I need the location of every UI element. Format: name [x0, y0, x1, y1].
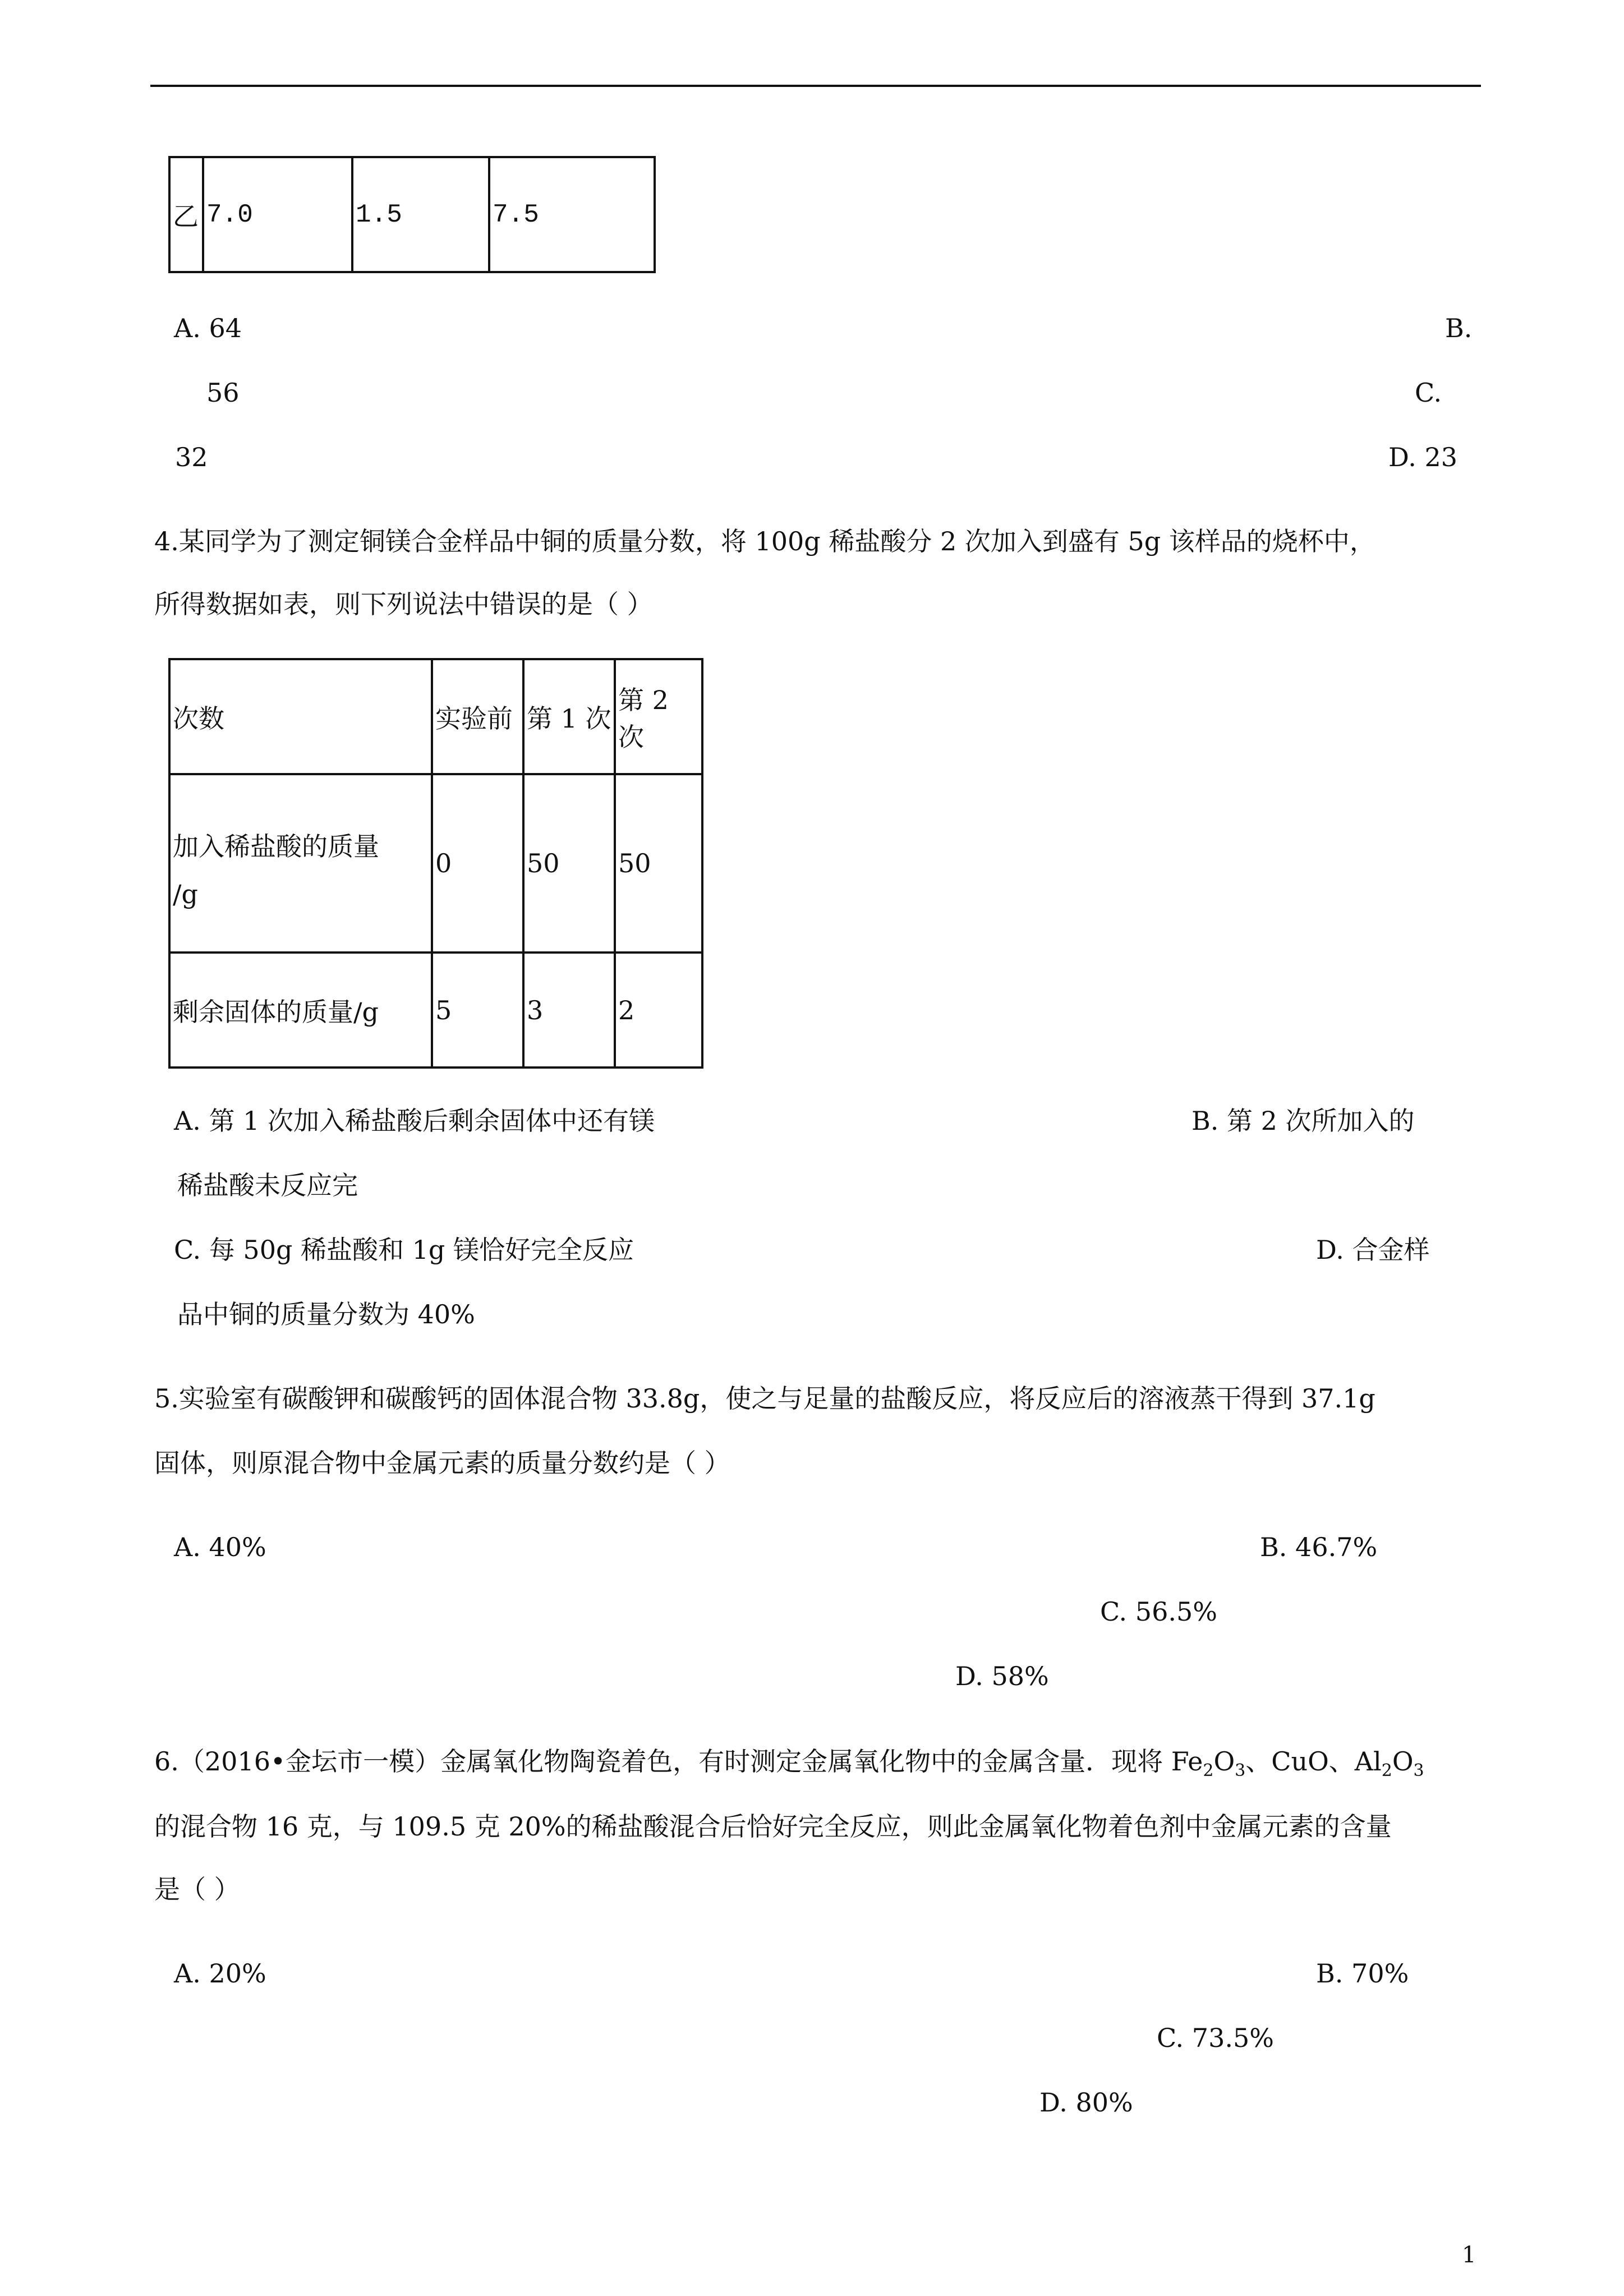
q3-option-b-value: 56	[206, 378, 240, 408]
formula-fe: Fe	[1171, 1746, 1203, 1777]
table-cell: 1.5	[352, 157, 489, 272]
table-row	[169, 774, 702, 953]
table-cell: 5	[432, 953, 523, 1068]
q4-question-line1: 4.某同学为了测定铜镁合金样品中铜的质量分数，将 100g 稀盐酸分 2 次加入到盛有 5g 该样品的烧杯中，	[154, 526, 1375, 556]
table-header-row	[169, 659, 702, 774]
formula-o: O	[1213, 1746, 1235, 1777]
q3-option-a[interactable]: A. 64	[174, 313, 242, 343]
formula-subscript: 2	[1381, 1761, 1392, 1780]
q5-option-d[interactable]: D. 58%	[955, 1661, 1049, 1691]
q5-option-b[interactable]: B. 46.7%	[1260, 1532, 1378, 1562]
header-rule	[150, 85, 1481, 87]
q3-option-c-label[interactable]: C.	[1415, 378, 1442, 408]
page-number: 1	[1462, 2242, 1476, 2268]
q6-question-line1	[154, 1745, 1424, 1778]
table-cell: 剩余固体的质量/g	[169, 953, 432, 1068]
q3-option-c-value: 32	[175, 442, 208, 472]
table-header-cell: 实验前	[432, 659, 523, 774]
formula-subscript: 2	[1203, 1761, 1214, 1780]
q5-question-line2: 固体，则原混合物中金属元素的质量分数约是（ ）	[154, 1448, 730, 1478]
q6-option-a[interactable]: A. 20%	[174, 1958, 266, 1989]
q4-data-table	[168, 658, 703, 1069]
q5-option-c[interactable]: C. 56.5%	[1100, 1596, 1217, 1627]
row-label-line2: /g	[173, 879, 198, 909]
table-header-cell: 第 1 次	[523, 659, 615, 774]
table-cell: 7.5	[489, 157, 655, 272]
table-header-cell: 次数	[169, 659, 432, 774]
q4-option-b-continued: 稀盐酸未反应完	[177, 1170, 358, 1200]
table-cell	[169, 774, 432, 953]
table-cell: 乙	[169, 157, 203, 272]
table-row	[169, 953, 702, 1068]
q4-question-line2: 所得数据如表，则下列说法中错误的是（ ）	[154, 589, 653, 619]
table-row	[169, 157, 655, 272]
q6-option-b[interactable]: B. 70%	[1316, 1958, 1409, 1989]
formula-separator: 、CuO、	[1245, 1746, 1355, 1777]
formula-subscript: 3	[1235, 1761, 1246, 1780]
q6-line1-text: 6.（2016•金坛市一模）金属氧化物陶瓷着色，有时测定金属氧化物中的金属含量．现将	[154, 1746, 1171, 1777]
q6-question-line3: 是（ ）	[154, 1874, 240, 1904]
formula-subscript: 3	[1413, 1761, 1424, 1780]
q6-option-c[interactable]: C. 73.5%	[1157, 2023, 1274, 2053]
q4-option-d[interactable]: D. 合金样	[1316, 1235, 1430, 1265]
table-cell: 50	[615, 774, 702, 953]
table-1-continued	[168, 156, 656, 273]
q3-option-b-label[interactable]: B.	[1445, 313, 1473, 343]
q6-option-d[interactable]: D. 80%	[1039, 2087, 1133, 2118]
table-cell: 2	[615, 953, 702, 1068]
q5-question-line1: 5.实验室有碳酸钾和碳酸钙的固体混合物 33.8g，使之与足量的盐酸反应，将反应后的溶液蒸干得到 37.1g	[154, 1383, 1375, 1414]
q4-option-b[interactable]: B. 第 2 次所加入的	[1191, 1106, 1415, 1136]
formula-al: Al	[1354, 1746, 1382, 1777]
q4-option-d-continued: 品中铜的质量分数为 40%	[177, 1299, 475, 1329]
q3-option-d[interactable]: D. 23	[1388, 442, 1458, 472]
formula-o: O	[1392, 1746, 1414, 1777]
table-cell: 0	[432, 774, 523, 953]
table-cell: 7.0	[203, 157, 352, 272]
table-cell: 3	[523, 953, 615, 1068]
q4-option-c[interactable]: C. 每 50g 稀盐酸和 1g 镁恰好完全反应	[174, 1235, 634, 1265]
q5-option-a[interactable]: A. 40%	[174, 1532, 266, 1562]
q6-question-line2: 的混合物 16 克，与 109.5 克 20%的稀盐酸混合后恰好完全反应，则此金属氧化物着色剂中金属元素的含量	[154, 1811, 1392, 1842]
table-cell: 50	[523, 774, 615, 953]
table-header-cell: 第 2 次	[615, 659, 702, 774]
q4-option-a[interactable]: A. 第 1 次加入稀盐酸后剩余固体中还有镁	[174, 1106, 655, 1136]
row-label-line1: 加入稀盐酸的质量	[173, 831, 379, 862]
